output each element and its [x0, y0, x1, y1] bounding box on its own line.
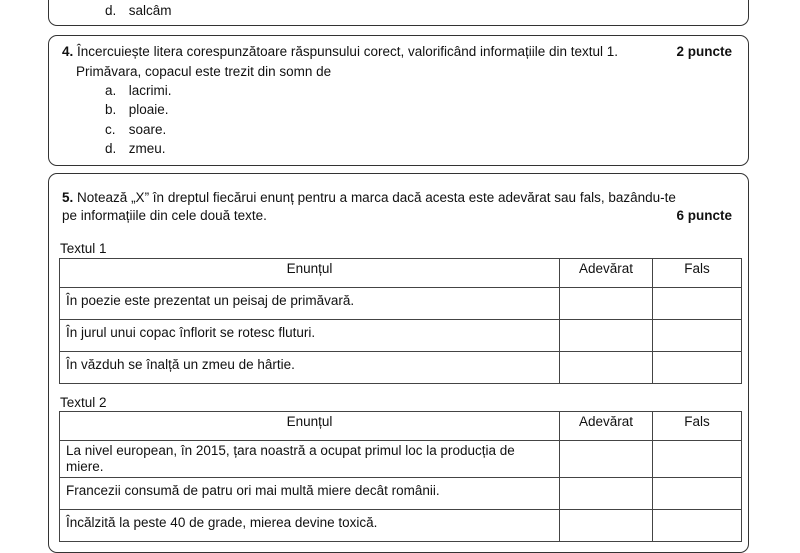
- true-answer-cell[interactable]: [560, 478, 653, 510]
- true-answer-cell[interactable]: [560, 288, 653, 320]
- question-instruction-cont: pe informațiile din cele două texte.: [62, 208, 267, 223]
- q5-instruction-line-2: [62, 208, 740, 223]
- option-text: zmeu.: [128, 141, 166, 156]
- q4-option-d[interactable]: [105, 141, 166, 156]
- false-answer-cell[interactable]: [653, 288, 742, 320]
- true-answer-cell[interactable]: [560, 352, 653, 384]
- false-answer-cell[interactable]: [653, 441, 742, 478]
- q4-option-b[interactable]: [105, 102, 169, 117]
- option-text: salcâm: [128, 3, 172, 18]
- question-points: 2 puncte: [676, 44, 732, 59]
- question-number: 4.: [62, 44, 74, 59]
- q4-instruction-line: [62, 44, 740, 59]
- table-row: [60, 320, 742, 352]
- option-text: soare.: [128, 122, 167, 137]
- header-true: Adevărat: [560, 259, 653, 288]
- text-1-caption: Textul 1: [60, 241, 107, 256]
- table-row: [60, 478, 742, 510]
- text-2-table: [59, 411, 742, 542]
- false-answer-cell[interactable]: [653, 478, 742, 510]
- text-2-caption: Textul 2: [60, 395, 107, 410]
- statement-cell: În jurul unui copac înflorit se rotesc fluturi.: [60, 320, 560, 352]
- statement-cell: În poezie este prezentat un peisaj de primăvară.: [60, 288, 560, 320]
- table-header-row: [60, 412, 742, 441]
- header-false: Fals: [653, 412, 742, 441]
- q4-option-c[interactable]: [105, 122, 166, 137]
- question-number: 5.: [62, 190, 74, 205]
- true-answer-cell[interactable]: [560, 510, 653, 542]
- question-instruction: Încercuiește litera corespunzătoare răspunsului corect, valorificând informațiile din textul 1.: [77, 44, 619, 59]
- text-1-table: [59, 258, 742, 384]
- table-row: [60, 441, 742, 478]
- true-answer-cell[interactable]: [560, 441, 653, 478]
- header-true: Adevărat: [560, 412, 653, 441]
- q5-instruction-line-1: [62, 190, 740, 205]
- table-header-row: [60, 259, 742, 288]
- option-text: ploaie.: [128, 102, 169, 117]
- q3-option-d[interactable]: [105, 3, 172, 18]
- question-3-box: [48, 0, 749, 26]
- table-row: [60, 510, 742, 542]
- table-row: [60, 352, 742, 384]
- table-row: [60, 288, 742, 320]
- option-letter: a.: [105, 83, 117, 98]
- option-letter: d.: [105, 3, 117, 18]
- false-answer-cell[interactable]: [653, 510, 742, 542]
- q4-stem: Primăvara, copacul este trezit din somn de: [76, 64, 332, 79]
- question-5-box: [48, 173, 749, 553]
- q4-option-a[interactable]: [105, 83, 172, 98]
- option-letter: b.: [105, 102, 117, 117]
- question-points: 6 puncte: [676, 208, 732, 223]
- option-letter: d.: [105, 141, 117, 156]
- true-answer-cell[interactable]: [560, 320, 653, 352]
- header-statement: Enunțul: [60, 412, 560, 441]
- statement-cell: La nivel european, în 2015, țara noastră a ocupat primul loc la producția de miere.: [60, 441, 560, 478]
- header-statement: Enunțul: [60, 259, 560, 288]
- false-answer-cell[interactable]: [653, 352, 742, 384]
- option-text: lacrimi.: [128, 83, 172, 98]
- question-instruction: Notează „X” în dreptul fiecărui enunț pentru a marca dacă acesta este adevărat sau fals, bazându-te: [77, 190, 676, 205]
- false-answer-cell[interactable]: [653, 320, 742, 352]
- statement-cell: În văzduh se înalță un zmeu de hârtie.: [60, 352, 560, 384]
- statement-cell: Încălzită la peste 40 de grade, mierea devine toxică.: [60, 510, 560, 542]
- question-4-box: [48, 35, 749, 166]
- statement-cell: Francezii consumă de patru ori mai multă miere decât românii.: [60, 478, 560, 510]
- option-letter: c.: [105, 122, 116, 137]
- header-false: Fals: [653, 259, 742, 288]
